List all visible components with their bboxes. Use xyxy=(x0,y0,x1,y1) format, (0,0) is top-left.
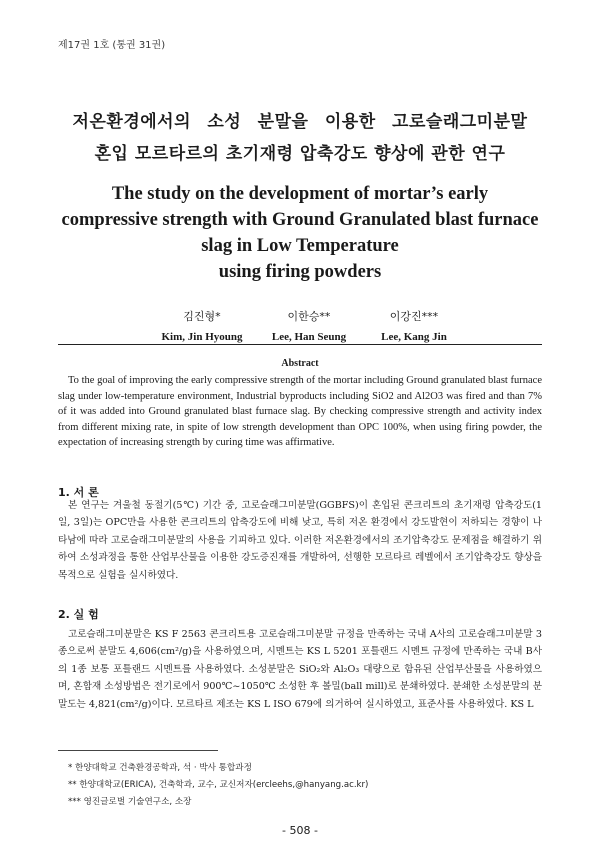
section-1-text: 본 연구는 겨울철 동절기(5℃) 기간 중, 고로슬래그미분말(GGBFS)이 혼입된 콘크리트의 초기재령 압축강도(1일, 3일)는 OPC만을 사용한 콘크리트의 압축강도에 비해 낮고, 특히 저온 환경에서 강도발현이 저하되는 경향이 나타남에 따라 고로슬래그미분말의 사용을 기피하고 있다. 이러한 저온환경에서의 조기압축강도 문제점을 해결하기 위하여 소성과정을 통한 산업부산물을 이용한 강도증진재를 개발하여, 선행한 모르타르 레벨에서 조기압축강도 향상을 목적으로 실험을 실시하였다. xyxy=(58,500,542,581)
abstract-heading: Abstract xyxy=(281,358,319,369)
english-title-line-4: using firing powders xyxy=(218,262,382,282)
author-name-english: Lee, Han Seung xyxy=(271,331,347,343)
footnote-3: *** 영진글로벌 기술연구소, 소장 xyxy=(68,797,192,807)
korean-title-line-1: 저온환경에서의 소성 분말을 이용한 고로슬래그미분말 xyxy=(72,112,528,132)
author-name-english: Kim, Jin Hyoung xyxy=(161,331,243,343)
footnote-divider xyxy=(58,750,218,751)
korean-title-line-2: 혼입 모르타르의 초기재령 압축강도 향상에 관한 연구 xyxy=(94,144,506,164)
journal-volume-header: 제17권 1호 (통권 31권) xyxy=(58,40,166,51)
author-name-korean: 이강진*** xyxy=(389,310,439,323)
author-name-english: Lee, Kang Jin xyxy=(381,331,447,343)
footnote-1: * 한양대학교 건축환경공학과, 석 · 박사 통합과정 xyxy=(68,763,252,773)
abstract-text: To the goal of improving the early compressive strength of the mortar including Ground granulated blast furnace slag under low-temperature environment, Industrial byproducts including SiO2 and Al2O3 was fired and than 7% of it was added into Ground granulated blast furnace slag. By checking compressive strength and activity index from different mixing rate, in spite of low strength development than OPC 100%, when using firing powder, the expectation of increasing strength by curing time was affirmative. xyxy=(58,375,542,449)
section-2-text: 고로슬래그미분말은 KS F 2563 콘크리트용 고로슬래그미분말 규정을 만족하는 국내 A사의 고로슬래그미분말 3종으로써 분말도 4,606(cm²/g)을 사용하였으며, 시멘트는 KS L 5201 포틀랜드 시멘트 규정에 만족하는 국내 B사의 1종 보통 포틀랜드 시멘트를 사용하였다. 소성분말은 SiO₂와 Al₂O₃ 대량으로 함유된 산업부산물을 사용하였으며, 혼합재 소성방법은 전기로에서 900℃~1050℃ 소성한 후 볼밀(ball mill)로 분쇄하였다. 분쇄한 소성분말의 분말도는 4,821(cm²/g)이다. 모르타르 제조는 KS L ISO 679에 의거하여 실시하였고, 표준사를 사용하였다. KS L xyxy=(58,629,542,710)
english-title-line-2: compressive strength with Ground Granulated blast furnace xyxy=(61,210,539,230)
author-3 xyxy=(349,308,479,343)
divider-line xyxy=(58,344,542,345)
author-name-korean: 김진형* xyxy=(183,310,221,323)
footnote-2: ** 한양대학교(ERICA), 건축학과, 교수, 교신저자(ercleehs,@hanyang.ac.kr) xyxy=(68,780,369,790)
english-title-line-3: slag in Low Temperature xyxy=(201,236,399,256)
english-title-line-1: The study on the development of mortar’s early xyxy=(111,184,489,204)
section-1-heading: 1. 서 론 xyxy=(58,486,99,499)
section-2-heading: 2. 실 험 xyxy=(58,608,99,621)
page-number: - 508 - xyxy=(282,824,318,837)
author-name-korean: 이한승** xyxy=(287,310,331,323)
